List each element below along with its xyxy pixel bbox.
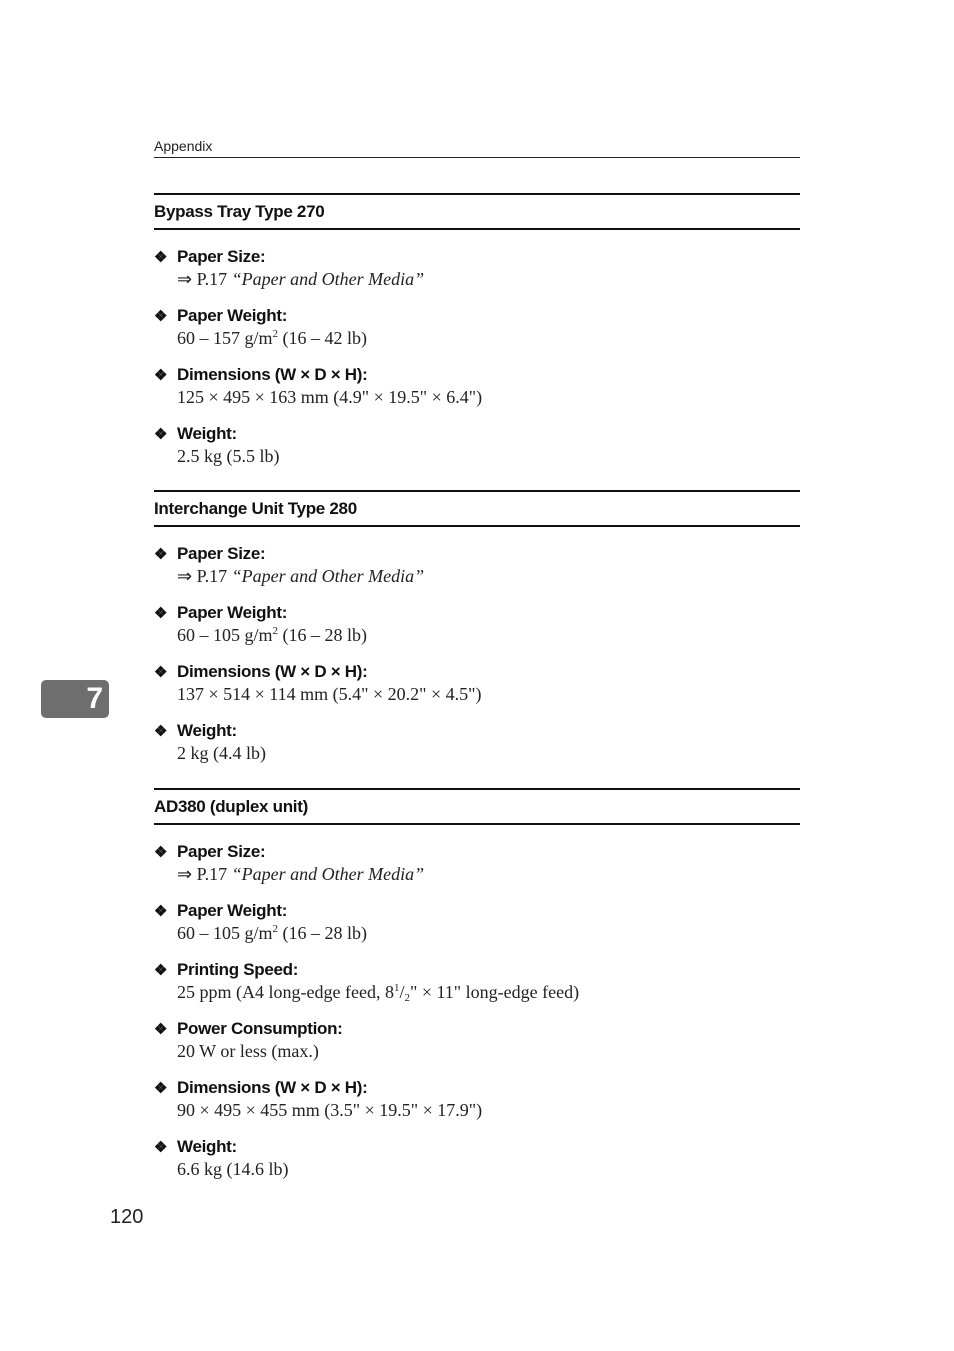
spec-value: 90 × 495 × 455 mm (3.5" × 19.5" × 17.9")	[177, 1100, 483, 1120]
diamond-bullet-icon: ❖	[154, 605, 168, 622]
spec-item-printing-speed	[154, 959, 800, 1004]
spec-value-part: 60 – 105 g/m	[177, 625, 273, 645]
spec-item-power-consumption	[154, 1018, 800, 1063]
spec-label: Paper Weight:	[177, 901, 288, 920]
spec-value-part: (16 – 28 lb)	[278, 625, 368, 645]
diamond-bullet-icon: ❖	[154, 367, 168, 384]
cross-reference-arrow: ⇒ P.17	[177, 269, 232, 289]
diamond-bullet-icon: ❖	[154, 308, 168, 325]
spec-value-part: 60 – 157 g/m	[177, 328, 273, 348]
spec-value	[177, 565, 800, 588]
running-header: Appendix	[154, 138, 800, 158]
spec-value: 137 × 514 × 114 mm (5.4" × 20.2" × 4.5")	[177, 684, 482, 704]
spec-label: Weight:	[177, 721, 237, 740]
cross-reference-title: “Paper and Other Media”	[231, 269, 425, 289]
section-duplex-unit	[154, 788, 800, 1195]
spec-label: Paper Size:	[177, 544, 266, 563]
page-number: 120	[110, 1206, 144, 1228]
spec-item-paper-size	[154, 246, 800, 291]
spec-value-part: 60 – 105 g/m	[177, 923, 273, 943]
spec-item-paper-size	[154, 841, 800, 886]
spec-item-paper-size	[154, 543, 800, 588]
spec-value	[177, 922, 800, 945]
spec-value-part: 25 ppm (A4 long-edge feed, 8	[177, 982, 394, 1002]
spec-item-paper-weight	[154, 602, 800, 647]
spec-label: Printing Speed:	[177, 960, 299, 979]
spec-label: Power Consumption:	[177, 1019, 343, 1038]
spec-label: Paper Size:	[177, 247, 266, 266]
spec-value: 125 × 495 × 163 mm (4.9" × 19.5" × 6.4")	[177, 387, 483, 407]
spec-item-weight	[154, 720, 800, 765]
spec-item-dimensions	[154, 364, 800, 409]
spec-value	[177, 268, 800, 291]
spec-item-paper-weight	[154, 305, 800, 350]
subscript: 2	[404, 992, 410, 1004]
diamond-bullet-icon: ❖	[154, 723, 168, 740]
chapter-number: 7	[86, 682, 103, 715]
spec-value	[177, 327, 800, 350]
spec-label: Dimensions (W × D × H):	[177, 1078, 368, 1097]
spec-value-part: " × 11" long-edge feed)	[409, 982, 580, 1002]
spec-item-dimensions	[154, 1077, 800, 1122]
spec-label: Paper Weight:	[177, 603, 288, 622]
spec-label: Weight:	[177, 1137, 237, 1156]
superscript: 2	[272, 328, 279, 340]
superscript: 1	[393, 982, 400, 994]
spec-value: 2.5 kg (5.5 lb)	[177, 446, 280, 466]
spec-value-part: (16 – 42 lb)	[278, 328, 368, 348]
diamond-bullet-icon: ❖	[154, 426, 168, 443]
cross-reference-title: “Paper and Other Media”	[231, 864, 425, 884]
spec-label: Paper Weight:	[177, 306, 288, 325]
section-title: Interchange Unit Type 280	[154, 490, 800, 527]
fraction-slash: /	[399, 982, 405, 1002]
diamond-bullet-icon: ❖	[154, 1139, 168, 1156]
cross-reference-arrow: ⇒ P.17	[177, 566, 232, 586]
spec-label: Dimensions (W × D × H):	[177, 365, 368, 384]
diamond-bullet-icon: ❖	[154, 664, 168, 681]
superscript: 2	[272, 923, 279, 935]
spec-label: Dimensions (W × D × H):	[177, 662, 368, 681]
cross-reference-title: “Paper and Other Media”	[231, 566, 425, 586]
spec-value	[177, 624, 800, 647]
diamond-bullet-icon: ❖	[154, 546, 168, 563]
spec-value: 2 kg (4.4 lb)	[177, 743, 266, 763]
section-title: Bypass Tray Type 270	[154, 193, 800, 230]
diamond-bullet-icon: ❖	[154, 962, 168, 979]
spec-label: Paper Size:	[177, 842, 266, 861]
spec-item-weight	[154, 1136, 800, 1181]
spec-value	[177, 863, 800, 886]
section-bypass-tray	[154, 193, 800, 482]
section-title: AD380 (duplex unit)	[154, 788, 800, 825]
spec-value	[177, 981, 800, 1004]
spec-item-dimensions	[154, 661, 800, 706]
spec-value: 6.6 kg (14.6 lb)	[177, 1159, 289, 1179]
spec-label: Weight:	[177, 424, 237, 443]
diamond-bullet-icon: ❖	[154, 844, 168, 861]
cross-reference-arrow: ⇒ P.17	[177, 864, 232, 884]
diamond-bullet-icon: ❖	[154, 249, 168, 266]
spec-item-weight	[154, 423, 800, 468]
chapter-tab	[41, 680, 109, 718]
section-interchange-unit	[154, 490, 800, 779]
spec-value-part: (16 – 28 lb)	[278, 923, 368, 943]
spec-item-paper-weight	[154, 900, 800, 945]
superscript: 2	[272, 625, 279, 637]
diamond-bullet-icon: ❖	[154, 903, 168, 920]
spec-value: 20 W or less (max.)	[177, 1041, 319, 1061]
diamond-bullet-icon: ❖	[154, 1080, 168, 1097]
diamond-bullet-icon: ❖	[154, 1021, 168, 1038]
